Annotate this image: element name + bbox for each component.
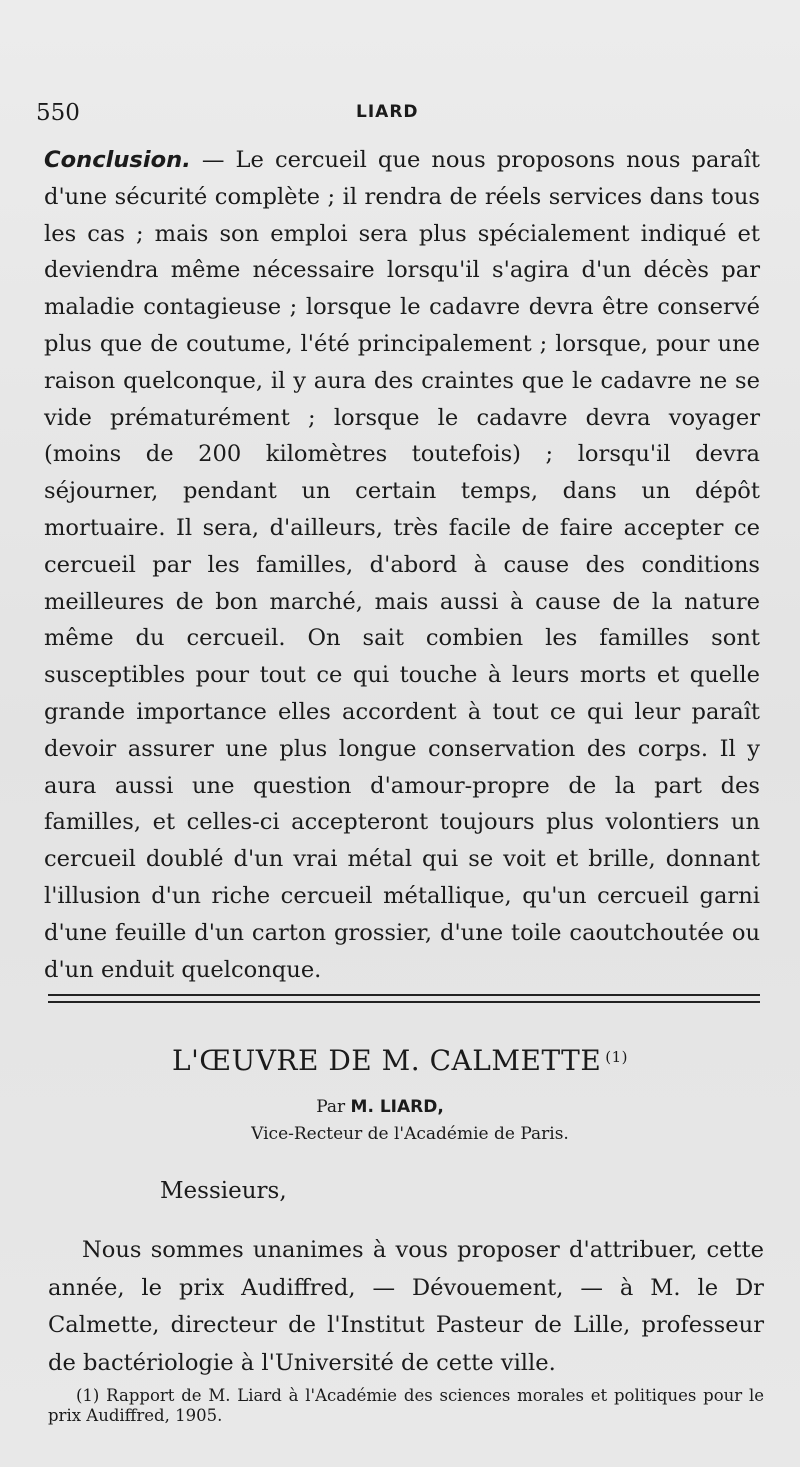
page-number: 550 bbox=[36, 100, 80, 126]
article-paragraph: Nous sommes unanimes à vous proposer d'attribuer, cette année, le prix Audiffred, — Dévouement, — à M. le Dr Calmette, directeur de l'Institut Pasteur de Lille, professeur de bactériologie à l'Université de cette ville. bbox=[48, 1237, 764, 1376]
running-head: LIARD bbox=[356, 102, 419, 122]
footnote-text: (1) Rapport de M. Liard à l'Académie des sciences morales et politiques pour le prix Audiffred, 1905. bbox=[48, 1386, 764, 1425]
page-header bbox=[36, 100, 760, 134]
conclusion-lead: Conclusion. bbox=[44, 147, 191, 173]
salutation: Messieurs, bbox=[160, 1178, 287, 1204]
article-byline bbox=[0, 1097, 760, 1117]
byline-name: M. LIARD, bbox=[350, 1097, 444, 1117]
article-title bbox=[0, 1044, 800, 1077]
footnote-reference: (1) bbox=[605, 1048, 629, 1066]
conclusion-text: — Le cercueil que nous proposons nous paraît d'une sécurité complète ; il rendra de réels services dans tous les cas ; mais son emploi sera plus spécialement indiqué et deviendra même nécessaire lorsqu'il s'agira d'un décès par maladie contagieuse ; lorsque le cadavre devra être conservé plus que de coutume, l'été principalement ; lorsque, pour une raison quelconque, il y aura des craintes que le cadavre ne se vide prématurément ; lorsque le cadavre devra voyager (moins de 200 kilomètres toutefois) ; lorsqu'il devra séjourner, pendant un certain temps, dans un dépôt mortuaire. Il sera, d'ailleurs, très facile de faire accepter ce cercueil par les familles, d'abord à cause des conditions meilleures de bon marché, mais aussi à cause de la nature même du cercueil. On sait combien les familles sont susceptibles pour tout ce qui touche à leurs morts et quelle grande importance elles accordent à tout ce qui leur paraît devoir assurer une plus longue conservation des corps. Il y aura aussi une question d'amour-propre de la part des familles, et celles-ci accepteront toujours plus volontiers un cercueil doublé d'un vrai métal qui se voit et brille, donnant l'illusion d'un riche cercueil métallique, qu'un cercueil garni d'une feuille d'un carton grossier, d'une toile caoutchoutée ou d'un enduit quelconque. bbox=[44, 147, 760, 983]
footnote bbox=[48, 1386, 764, 1426]
section-divider-bottom bbox=[48, 1001, 760, 1003]
article-body bbox=[48, 1232, 764, 1382]
author-affiliation: Vice-Recteur de l'Académie de Paris. bbox=[251, 1124, 569, 1144]
section-divider-top bbox=[48, 994, 760, 996]
conclusion-paragraph bbox=[44, 142, 760, 988]
article-title-text: L'ŒUVRE DE M. CALMETTE bbox=[171, 1044, 602, 1077]
conclusion-section bbox=[44, 142, 760, 988]
byline-prefix: Par bbox=[316, 1097, 351, 1117]
